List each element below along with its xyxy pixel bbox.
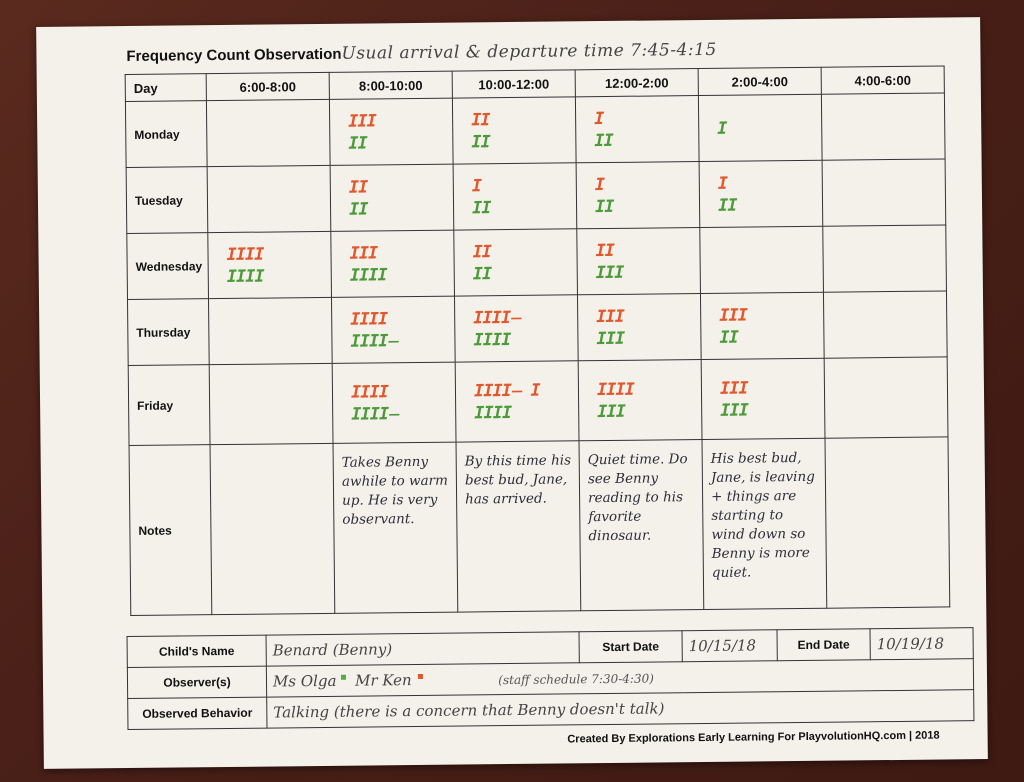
orange-tally (842, 258, 946, 259)
orange-tally: I (717, 173, 728, 194)
info-table (127, 627, 975, 730)
tally-cell (330, 164, 454, 231)
green-tally: III (720, 400, 749, 421)
green-tally: II (348, 133, 367, 154)
orange-tally (719, 259, 823, 260)
day-label: Monday (125, 101, 207, 168)
orange-tally: IIII̶ I (473, 380, 540, 401)
footer-credit: Created By Explorations Early Learning For PlayvolutionHQ.com | 2018 (567, 729, 940, 746)
green-tally (228, 403, 332, 404)
notes-label: Notes (129, 445, 212, 616)
note-cell: Takes Benny awhile to warm up. He is very observant. (333, 442, 458, 613)
orange-tally: III (348, 110, 376, 132)
green-tally: II (717, 195, 737, 216)
tally-cell (207, 165, 331, 232)
day-label: Tuesday (126, 167, 208, 234)
note-cell: Quiet time. Do see Benny reading to his favorite dinosaur. (579, 440, 704, 611)
note-cell (825, 437, 950, 608)
tally-cell (331, 296, 455, 363)
tally-cell (453, 163, 577, 230)
orange-tally (228, 403, 332, 404)
day-row (126, 159, 946, 234)
green-tally (841, 192, 945, 193)
observer-2: Mr Ken (354, 671, 412, 690)
green-tally: III (597, 401, 626, 422)
note-cell: By this time his best bud, Jane, has arrived. (456, 441, 581, 612)
orange-tally: IIII (350, 308, 388, 330)
tally-cell (329, 98, 453, 165)
orange-tally: II (472, 241, 492, 262)
green-tally: II (472, 263, 492, 284)
header-2-4: 2:00-4:00 (698, 67, 821, 95)
frequency-grid (125, 65, 951, 616)
orange-tally: IIII̶ (473, 307, 521, 328)
green-tally (840, 126, 944, 127)
orange-tally: III (719, 378, 748, 399)
child-name-label: Child's Name (127, 635, 266, 667)
orange-tally: III (349, 242, 378, 264)
tally-cell (209, 363, 333, 444)
note-cell: His best bud, Jane, is leaving + things are starting to wind down so Benny is more quiet. (702, 438, 827, 609)
tally-cell (821, 93, 945, 160)
tally-cell (699, 160, 823, 227)
tally-cell (698, 94, 822, 161)
orange-tally (841, 192, 945, 193)
header-day: Day (125, 74, 206, 102)
orange-tally (227, 330, 331, 331)
orange-tally: IIII (226, 244, 264, 265)
orange-tally: II (595, 240, 615, 261)
day-label: Thursday (128, 299, 210, 366)
start-date-label: Start Date (579, 631, 682, 663)
orange-tally: IIII (596, 379, 635, 400)
tally-cell (577, 294, 701, 361)
start-date-value: 10/15/18 (682, 630, 777, 662)
orange-tally: I (471, 175, 482, 196)
green-tally: IIII (226, 266, 264, 287)
tally-cell (823, 225, 947, 292)
end-date-label: End Date (777, 629, 870, 661)
green-marker-dot (341, 675, 346, 680)
green-tally: IIII̶ (351, 403, 399, 425)
note-cell (210, 443, 335, 614)
orange-tally: II (348, 177, 368, 198)
header-12-2: 12:00-2:00 (575, 69, 698, 97)
form-title: Frequency Count Observation (126, 45, 342, 66)
tally-cell (455, 361, 579, 442)
orange-tally: I (594, 108, 604, 129)
tally-cell (454, 295, 578, 362)
green-tally (842, 324, 946, 325)
header-8-10: 8:00-10:00 (329, 71, 452, 99)
tally-cell (824, 357, 948, 438)
tally-cell (208, 231, 332, 298)
green-tally: I (717, 118, 727, 139)
orange-tally (226, 198, 330, 199)
tally-cell (700, 292, 824, 359)
tally-cell (454, 229, 578, 296)
tally-cell (575, 96, 699, 163)
green-tally: II (719, 327, 739, 348)
day-label: Friday (128, 365, 210, 446)
tally-cell (206, 99, 330, 166)
green-tally: III (595, 262, 624, 283)
observer-label: Observer(s) (127, 666, 266, 698)
tally-cell (701, 358, 825, 439)
tally-cell (208, 297, 332, 364)
orange-tally (842, 324, 946, 325)
green-tally: II (594, 130, 613, 151)
day-row (127, 225, 947, 300)
green-tally (225, 132, 329, 133)
orange-tally: I (594, 174, 605, 195)
notes-row (129, 437, 950, 616)
orange-tally: II (471, 109, 490, 130)
day-row (128, 357, 948, 446)
green-tally: IIII̶ (350, 330, 398, 352)
observation-sheet (36, 17, 988, 769)
orange-tally: IIII (350, 381, 389, 403)
green-tally (226, 198, 330, 199)
behavior-label: Observed Behavior (128, 697, 267, 729)
green-tally: IIII (474, 402, 512, 423)
end-date-value: 10/19/18 (870, 628, 973, 660)
tally-cell (577, 228, 701, 295)
tally-cell (332, 362, 456, 443)
tally-cell (331, 230, 455, 297)
green-tally: II (471, 197, 491, 218)
day-label: Wednesday (127, 233, 209, 300)
green-tally (227, 330, 331, 331)
header-4-6: 4:00-6:00 (821, 66, 944, 94)
observer-1: Ms Olga (272, 671, 337, 691)
green-tally: II (594, 196, 614, 217)
green-tally: IIII (473, 329, 511, 350)
green-tally (843, 397, 947, 398)
tally-cell (700, 226, 824, 293)
tally-cell (578, 360, 702, 441)
day-row (128, 291, 948, 366)
header-6-8: 6:00-8:00 (206, 72, 329, 100)
green-tally: II (348, 199, 368, 220)
behavior-value: Talking (there is a concern that Benny doesn't talk) (267, 690, 974, 728)
tally-cell (823, 291, 947, 358)
green-tally: III (596, 328, 625, 349)
observer-note: (staff schedule 7:30-4:30) (498, 671, 654, 688)
green-tally: IIII (349, 264, 387, 286)
header-10-12: 10:00-12:00 (452, 70, 575, 98)
orange-tally (225, 132, 329, 133)
green-tally (719, 259, 823, 260)
title-handwritten-note: Usual arrival & departure time 7:45-4:15 (341, 39, 717, 64)
day-row (125, 93, 945, 168)
child-name-value: Benard (Benny) (266, 632, 579, 666)
orange-tally: III (596, 306, 625, 327)
tally-cell (576, 162, 700, 229)
orange-marker-dot (418, 674, 423, 679)
tally-cell (452, 97, 576, 164)
orange-tally: III (719, 305, 748, 326)
orange-tally (843, 397, 947, 398)
tally-cell (822, 159, 946, 226)
green-tally: II (471, 131, 490, 152)
orange-tally (840, 126, 944, 127)
green-tally (842, 258, 946, 259)
